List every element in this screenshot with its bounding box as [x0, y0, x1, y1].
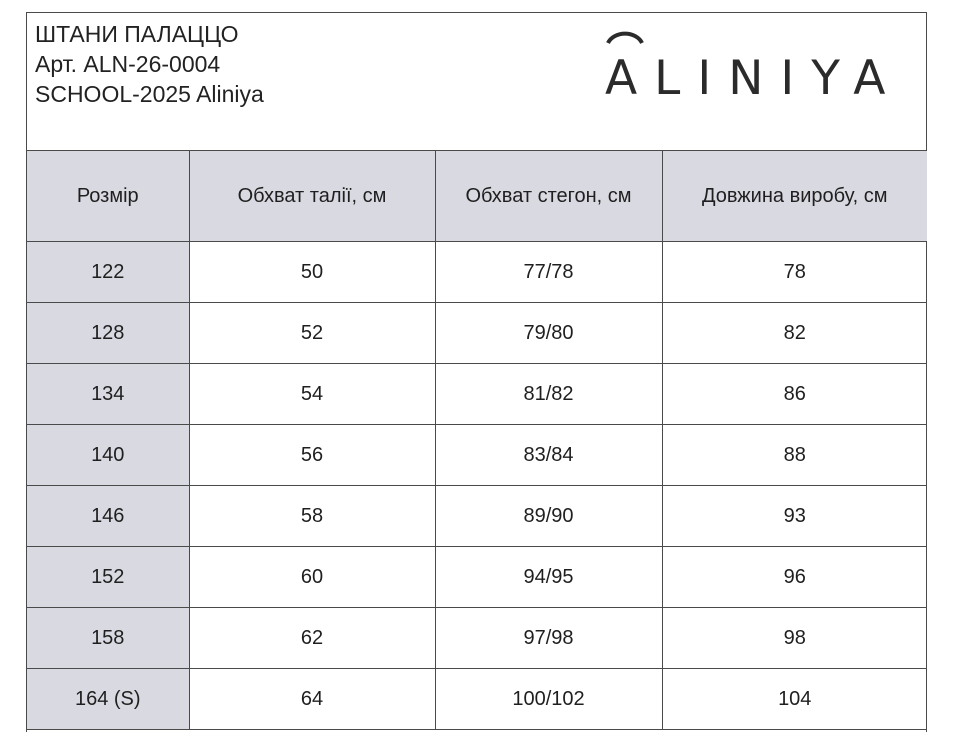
hips-cell: 81/82: [435, 364, 662, 425]
table-row: [27, 242, 927, 303]
table-header-row: [27, 151, 927, 242]
logo-wordmark: ALINIYA: [605, 51, 903, 106]
table-row: [27, 303, 927, 364]
table-row: [27, 547, 927, 608]
waist-cell: 50: [189, 242, 435, 303]
size-cell: 158: [27, 608, 189, 669]
waist-cell: 52: [189, 303, 435, 364]
table-row: [27, 364, 927, 425]
brand-logo: [605, 27, 915, 107]
size-cell: 146: [27, 486, 189, 547]
size-cell: 152: [27, 547, 189, 608]
product-title: ШТАНИ ПАЛАЦЦО: [35, 21, 239, 47]
hips-cell: 79/80: [435, 303, 662, 364]
length-cell: 86: [662, 364, 927, 425]
table-row: [27, 608, 927, 669]
length-cell: 82: [662, 303, 927, 364]
waist-cell: 64: [189, 669, 435, 730]
column-header-waist: Обхват талії, см: [189, 151, 435, 242]
product-article: Арт. ALN-26-0004: [35, 51, 221, 77]
size-cell: 122: [27, 242, 189, 303]
length-cell: 104: [662, 669, 927, 730]
size-cell: 128: [27, 303, 189, 364]
table-row: [27, 486, 927, 547]
column-header-size: Розмір: [27, 151, 189, 242]
length-cell: 98: [662, 608, 927, 669]
waist-cell: 54: [189, 364, 435, 425]
column-header-hips: Обхват стегон, см: [435, 151, 662, 242]
waist-cell: 56: [189, 425, 435, 486]
size-table: [27, 151, 927, 730]
logo-arc-icon: [605, 27, 645, 47]
product-info: [35, 19, 264, 109]
length-cell: 78: [662, 242, 927, 303]
header-panel: [27, 13, 926, 151]
column-header-length: Довжина виробу, см: [662, 151, 927, 242]
waist-cell: 58: [189, 486, 435, 547]
size-cell: 164 (S): [27, 669, 189, 730]
hips-cell: 83/84: [435, 425, 662, 486]
hips-cell: 94/95: [435, 547, 662, 608]
length-cell: 96: [662, 547, 927, 608]
hips-cell: 97/98: [435, 608, 662, 669]
length-cell: 93: [662, 486, 927, 547]
size-cell: 140: [27, 425, 189, 486]
hips-cell: 100/102: [435, 669, 662, 730]
length-cell: 88: [662, 425, 927, 486]
hips-cell: 77/78: [435, 242, 662, 303]
table-row: [27, 669, 927, 730]
table-row: [27, 425, 927, 486]
hips-cell: 89/90: [435, 486, 662, 547]
product-collection: SCHOOL-2025 Aliniya: [35, 81, 264, 107]
waist-cell: 62: [189, 608, 435, 669]
waist-cell: 60: [189, 547, 435, 608]
size-cell: 134: [27, 364, 189, 425]
size-chart-sheet: [26, 12, 927, 732]
